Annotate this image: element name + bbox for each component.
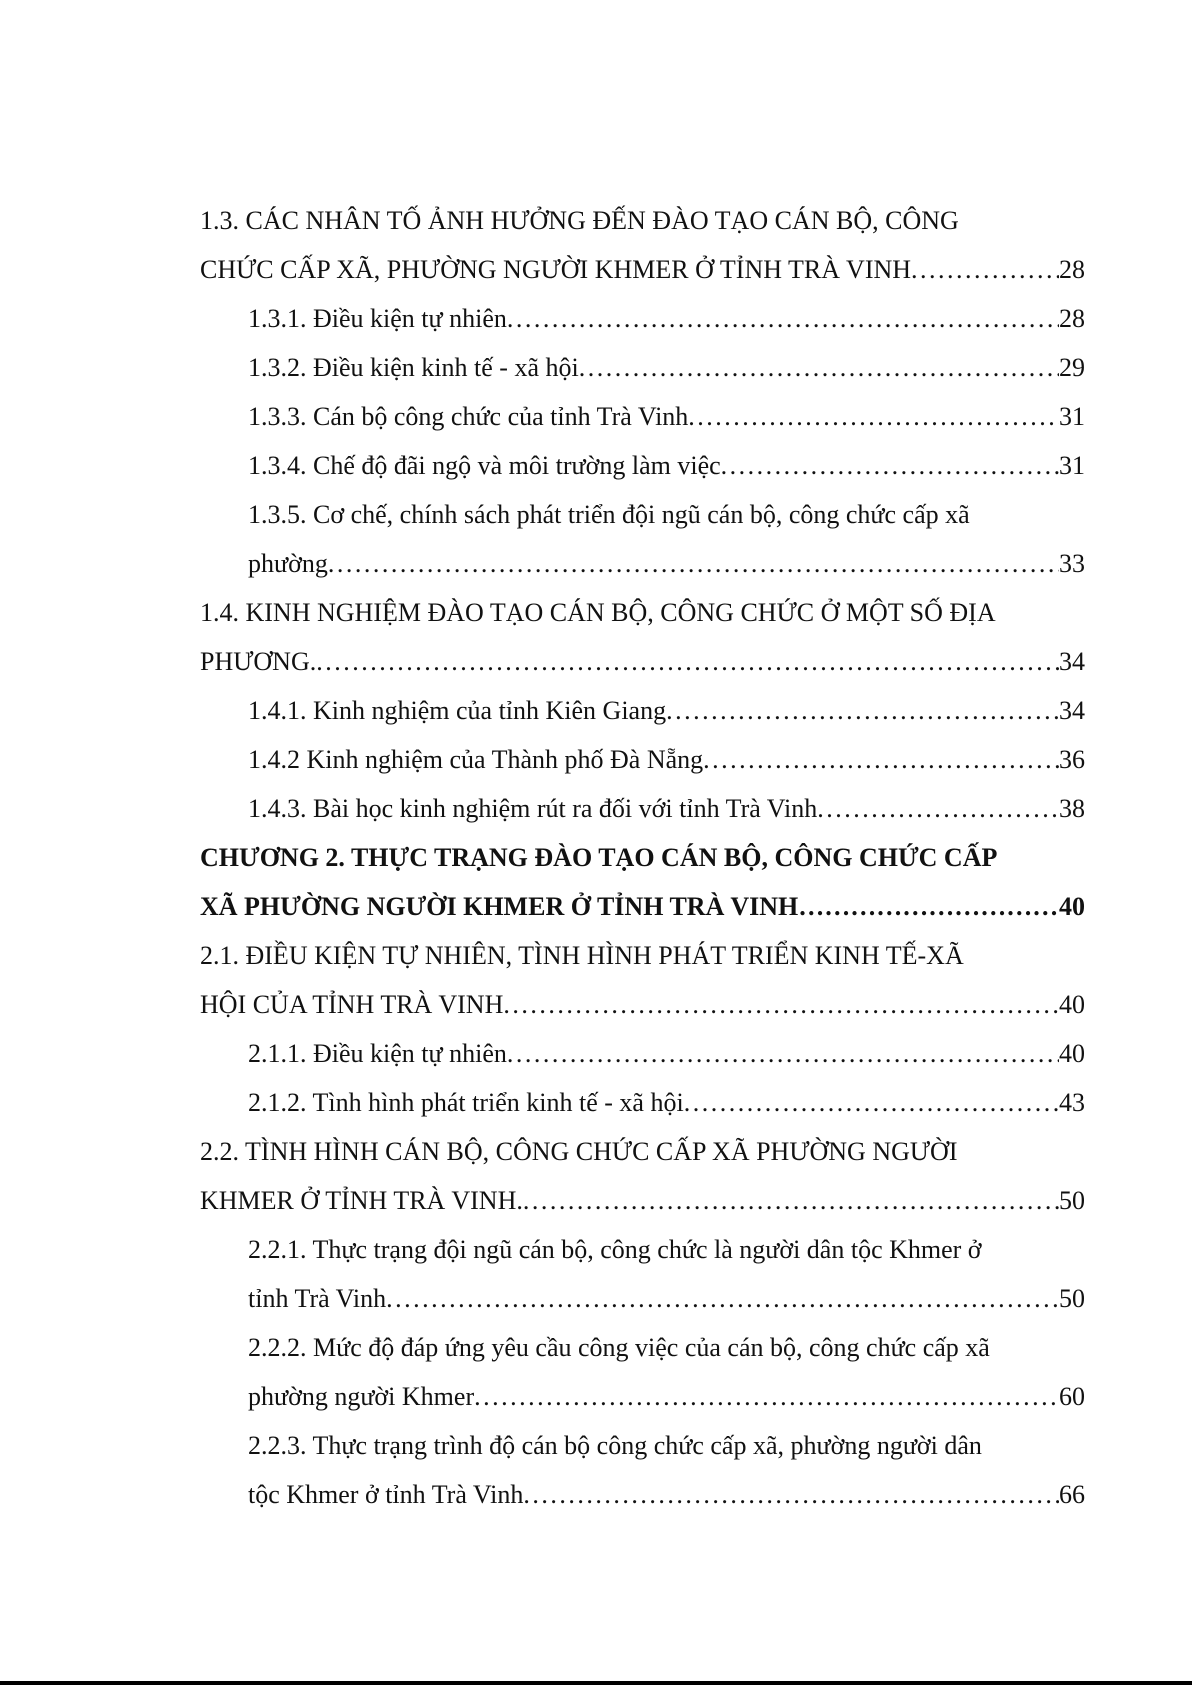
toc-entry-title: XÃ PHƯỜNG NGƯỜI KHMER Ở TỈNH TRÀ VINH xyxy=(200,892,799,921)
dot-leader xyxy=(316,637,1059,686)
toc-entry-line xyxy=(248,784,1085,833)
toc-entry-line xyxy=(248,735,1085,784)
toc-subsection-entry[interactable] xyxy=(248,294,1085,343)
toc-page-number: 60 xyxy=(1059,1382,1085,1411)
toc-page-number: 43 xyxy=(1059,1088,1085,1117)
dot-leader xyxy=(666,686,1059,735)
table-of-contents xyxy=(200,196,1085,1519)
dot-leader xyxy=(523,1176,1059,1225)
toc-entry-title: 2.2. TÌNH HÌNH CÁN BỘ, CÔNG CHỨC CẤP XÃ PHƯỜNG NGƯỜI xyxy=(200,1137,958,1166)
toc-entry-line xyxy=(248,1372,1085,1421)
toc-entry-title: 2.1.2. Tình hình phát triển kinh tế - xã hội xyxy=(248,1088,684,1117)
toc-section-entry[interactable] xyxy=(200,833,1085,931)
toc-subsection-entry[interactable] xyxy=(248,1225,1085,1323)
toc-subsection-entry[interactable] xyxy=(248,784,1085,833)
toc-entry-line xyxy=(248,686,1085,735)
toc-entry-title: 1.4.2 Kinh nghiệm của Thành phố Đà Nẵng xyxy=(248,745,704,774)
toc-entry-title: 2.2.3. Thực trạng trình độ cán bộ công chức cấp xã, phường người dân xyxy=(248,1431,982,1460)
dot-leader xyxy=(721,441,1059,490)
dot-leader xyxy=(474,1372,1059,1421)
toc-page-number: 40 xyxy=(1059,990,1085,1019)
toc-entry-line xyxy=(248,441,1085,490)
toc-entry-line xyxy=(200,1127,1085,1176)
toc-page-number: 33 xyxy=(1059,549,1085,578)
toc-subsection-entry[interactable] xyxy=(248,392,1085,441)
toc-entry-line xyxy=(248,1421,1085,1470)
toc-entry-line xyxy=(200,245,1085,294)
toc-entry-title: 2.1. ĐIỀU KIỆN TỰ NHIÊN, TÌNH HÌNH PHÁT TRIỂN KINH TẾ-XÃ xyxy=(200,941,964,970)
toc-entry-title: 2.2.1. Thực trạng đội ngũ cán bộ, công chức là người dân tộc Khmer ở xyxy=(248,1235,982,1264)
dot-leader xyxy=(386,1274,1059,1323)
toc-entry-title: 2.2.2. Mức độ đáp ứng yêu cầu công việc của cán bộ, công chức cấp xã xyxy=(248,1333,990,1362)
toc-section-entry[interactable] xyxy=(200,931,1085,1029)
dot-leader xyxy=(503,980,1059,1029)
toc-page-number: 34 xyxy=(1059,647,1085,676)
toc-entry-title: CHƯƠNG 2. THỰC TRẠNG ĐÀO TẠO CÁN BỘ, CÔNG CHỨC CẤP xyxy=(200,843,998,872)
toc-subsection-entry[interactable] xyxy=(248,490,1085,588)
dot-leader xyxy=(507,1029,1059,1078)
toc-subsection-entry[interactable] xyxy=(248,1323,1085,1421)
dot-leader xyxy=(684,1078,1059,1127)
toc-entry-line xyxy=(200,833,1085,882)
dot-leader xyxy=(507,294,1059,343)
toc-entry-title: 1.3.4. Chế độ đãi ngộ và môi trường làm việc xyxy=(248,451,721,480)
toc-entry-title: 2.1.1. Điều kiện tự nhiên xyxy=(248,1039,507,1068)
toc-page-number: 31 xyxy=(1059,451,1085,480)
toc-entry-line xyxy=(200,980,1085,1029)
toc-entry-line xyxy=(248,539,1085,588)
toc-entry-line xyxy=(200,637,1085,686)
dot-leader xyxy=(911,245,1059,294)
toc-entry-title: 1.3.5. Cơ chế, chính sách phát triển đội ngũ cán bộ, công chức cấp xã xyxy=(248,500,970,529)
toc-page-number: 36 xyxy=(1059,745,1085,774)
toc-entry-title: PHƯƠNG. xyxy=(200,647,317,676)
toc-page-number: 31 xyxy=(1059,402,1085,431)
toc-page-number: 29 xyxy=(1059,353,1085,382)
dot-leader xyxy=(328,539,1059,588)
toc-subsection-entry[interactable] xyxy=(248,1029,1085,1078)
dot-leader xyxy=(798,882,1059,931)
dot-leader xyxy=(523,1470,1059,1519)
toc-subsection-entry[interactable] xyxy=(248,735,1085,784)
toc-entry-line xyxy=(248,1470,1085,1519)
toc-page-number: 28 xyxy=(1059,304,1085,333)
toc-entry-line xyxy=(200,1176,1085,1225)
toc-entry-title: phường người Khmer xyxy=(248,1382,475,1411)
toc-page-number: 28 xyxy=(1059,255,1085,284)
toc-entry-title: 1.3.1. Điều kiện tự nhiên xyxy=(248,304,507,333)
toc-entry-line xyxy=(248,294,1085,343)
toc-entry-line xyxy=(248,1323,1085,1372)
dot-leader xyxy=(579,343,1059,392)
dot-leader xyxy=(703,735,1059,784)
toc-subsection-entry[interactable] xyxy=(248,1421,1085,1519)
toc-subsection-entry[interactable] xyxy=(248,686,1085,735)
toc-entry-line xyxy=(200,882,1085,931)
toc-page-number: 50 xyxy=(1059,1284,1085,1313)
toc-entry-line xyxy=(248,1274,1085,1323)
toc-section-entry[interactable] xyxy=(200,196,1085,294)
toc-entry-line xyxy=(200,588,1085,637)
toc-entry-title: 1.3.2. Điều kiện kinh tế - xã hội xyxy=(248,353,579,382)
toc-subsection-entry[interactable] xyxy=(248,441,1085,490)
toc-entry-title: 1.4.1. Kinh nghiệm của tỉnh Kiên Giang xyxy=(248,696,667,725)
toc-entry-line xyxy=(200,931,1085,980)
toc-section-entry[interactable] xyxy=(200,588,1085,686)
toc-page-number: 50 xyxy=(1059,1186,1085,1215)
toc-entry-title: tộc Khmer ở tỉnh Trà Vinh xyxy=(248,1480,524,1509)
toc-section-entry[interactable] xyxy=(200,1127,1085,1225)
toc-page-number: 66 xyxy=(1059,1480,1085,1509)
toc-entry-line xyxy=(200,196,1085,245)
toc-entry-title: tỉnh Trà Vinh xyxy=(248,1284,387,1313)
toc-entry-title: CHỨC CẤP XÃ, PHƯỜNG NGƯỜI KHMER Ở TỈNH TRÀ VINH xyxy=(200,255,912,284)
toc-entry-line xyxy=(248,392,1085,441)
toc-entry-title: 1.4. KINH NGHIỆM ĐÀO TẠO CÁN BỘ, CÔNG CHỨC Ở MỘT SỐ ĐỊA xyxy=(200,598,996,627)
toc-entry-title: 1.4.3. Bài học kinh nghiệm rút ra đối với tỉnh Trà Vinh xyxy=(248,794,818,823)
toc-entry-line xyxy=(248,1078,1085,1127)
toc-page-number: 40 xyxy=(1059,1039,1085,1068)
toc-entry-title: HỘI CỦA TỈNH TRÀ VINH xyxy=(200,990,504,1019)
dot-leader xyxy=(817,784,1059,833)
toc-entry-line xyxy=(248,343,1085,392)
bottom-rule xyxy=(0,1681,1192,1685)
toc-entry-line xyxy=(248,1225,1085,1274)
toc-entry-title: KHMER Ở TỈNH TRÀ VINH. xyxy=(200,1186,523,1215)
toc-page-number: 34 xyxy=(1059,696,1085,725)
dot-leader xyxy=(688,392,1059,441)
toc-entry-line xyxy=(248,1029,1085,1078)
toc-page-number: 38 xyxy=(1059,794,1085,823)
toc-entry-line xyxy=(248,490,1085,539)
toc-entry-title: 1.3. CÁC NHÂN TỐ ẢNH HƯỞNG ĐẾN ĐÀO TẠO CÁN BỘ, CÔNG xyxy=(200,206,959,235)
toc-page-number: 40 xyxy=(1059,892,1085,921)
toc-subsection-entry[interactable] xyxy=(248,1078,1085,1127)
toc-subsection-entry[interactable] xyxy=(248,343,1085,392)
toc-entry-title: phường xyxy=(248,549,328,578)
toc-entry-title: 1.3.3. Cán bộ công chức của tỉnh Trà Vinh xyxy=(248,402,689,431)
